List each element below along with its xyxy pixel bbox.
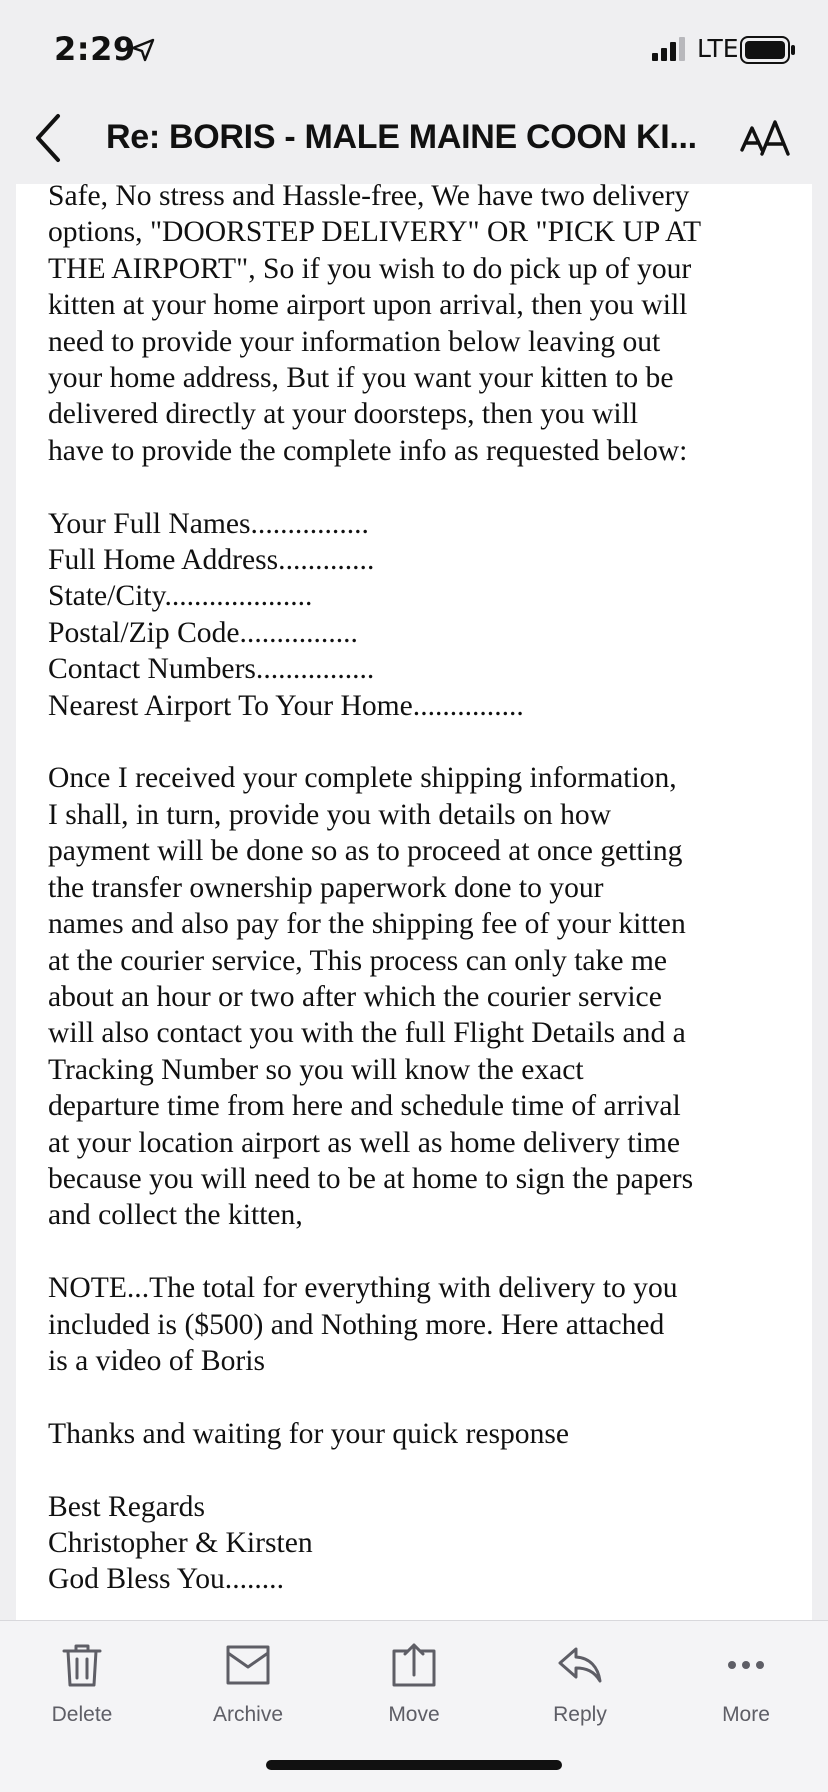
email-subject-title: Re: BORIS - MALE MAINE COON KI...: [106, 118, 697, 156]
email-line: Your Full Names................: [48, 507, 369, 540]
email-line: at your location airport as well as home delivery time: [48, 1126, 680, 1159]
archive-button[interactable]: [183, 1641, 313, 1741]
signal-bars-icon: [652, 37, 688, 61]
email-line: included is ($500) and Nothing more. Here attached: [48, 1308, 665, 1341]
email-line: about an hour or two after which the courier service: [48, 980, 662, 1013]
network-label: LTE: [697, 34, 739, 63]
email-line: Nearest Airport To Your Home...............: [48, 689, 524, 722]
email-line: NOTE...The total for everything with delivery to you: [48, 1272, 678, 1305]
email-line: kitten at your home airport upon arrival, then you will: [48, 289, 688, 322]
chevron-left-icon[interactable]: [32, 112, 64, 164]
email-line: options, "DOORSTEP DELIVERY" OR "PICK UP AT: [48, 216, 702, 249]
reply-arrow-icon: [556, 1641, 604, 1689]
blank-line: [48, 1234, 808, 1270]
email-body[interactable]: [16, 184, 812, 1620]
trash-icon: [58, 1641, 106, 1689]
email-line: is a video of Boris: [48, 1344, 265, 1377]
blank-line: [48, 1452, 808, 1488]
email-line: delivered directly at your doorsteps, then you will: [48, 398, 639, 431]
move-folder-icon: [390, 1641, 438, 1689]
email-line: and collect the kitten,: [48, 1199, 303, 1232]
blank-line: [48, 469, 808, 505]
archive-label: Archive: [212, 1703, 284, 1726]
email-line: because you will need to be at home to sign the papers: [48, 1162, 694, 1195]
more-dots-icon: [722, 1641, 770, 1689]
blank-line: [48, 724, 808, 760]
email-line: will also contact you with the full Flight Details and a: [48, 1017, 686, 1050]
email-line: Safe, No stress and Hassle-free, We have two delivery: [48, 184, 690, 212]
email-message-text: [48, 184, 808, 1598]
email-line: God Bless You........: [48, 1563, 284, 1596]
email-line: Best Regards: [48, 1490, 205, 1523]
move-label: Move: [388, 1703, 440, 1726]
blank-line: [48, 1379, 808, 1415]
delete-button[interactable]: [17, 1641, 147, 1741]
email-line: names and also pay for the shipping fee of your kitten: [48, 908, 686, 941]
email-line: have to provide the complete info as requested below:: [48, 434, 688, 467]
move-button[interactable]: [349, 1641, 479, 1741]
email-line: Thanks and waiting for your quick response: [48, 1417, 570, 1450]
email-line: Christopher & Kirsten: [48, 1526, 313, 1559]
email-line: payment will be done so as to proceed at once getting: [48, 835, 683, 868]
email-line: I shall, in turn, provide you with details on how: [48, 798, 612, 831]
email-line: Once I received your complete shipping information,: [48, 762, 677, 795]
email-line: the transfer ownership paperwork done to your: [48, 871, 604, 904]
status-bar: [0, 0, 828, 100]
email-line: Tracking Number so you will know the exact: [48, 1053, 584, 1086]
home-indicator[interactable]: [266, 1760, 562, 1770]
reply-label: Reply: [553, 1703, 607, 1726]
more-label: More: [722, 1703, 770, 1726]
email-line: at the courier service, This process can only take me: [48, 944, 668, 977]
delete-label: Delete: [51, 1703, 113, 1726]
archive-box-icon: [224, 1641, 272, 1689]
email-line: need to provide your information below leaving out: [48, 325, 661, 358]
text-size-icon[interactable]: [740, 118, 790, 158]
email-line: departure time from here and schedule time of arrival: [48, 1090, 681, 1123]
email-line: Full Home Address.............: [48, 544, 375, 577]
location-arrow-icon: [131, 38, 155, 62]
reply-button[interactable]: [515, 1641, 645, 1741]
email-line: your home address, But if you want your kitten to be: [48, 362, 674, 395]
email-line: THE AIRPORT", So if you wish to do pick up of your: [48, 252, 692, 285]
email-line: Postal/Zip Code................: [48, 616, 358, 649]
nav-bar: [0, 100, 828, 184]
more-button[interactable]: [681, 1641, 811, 1741]
status-time: 2:29: [54, 30, 136, 68]
email-line: State/City....................: [48, 580, 313, 613]
battery-icon: [740, 36, 796, 64]
email-line: Contact Numbers................: [48, 653, 375, 686]
